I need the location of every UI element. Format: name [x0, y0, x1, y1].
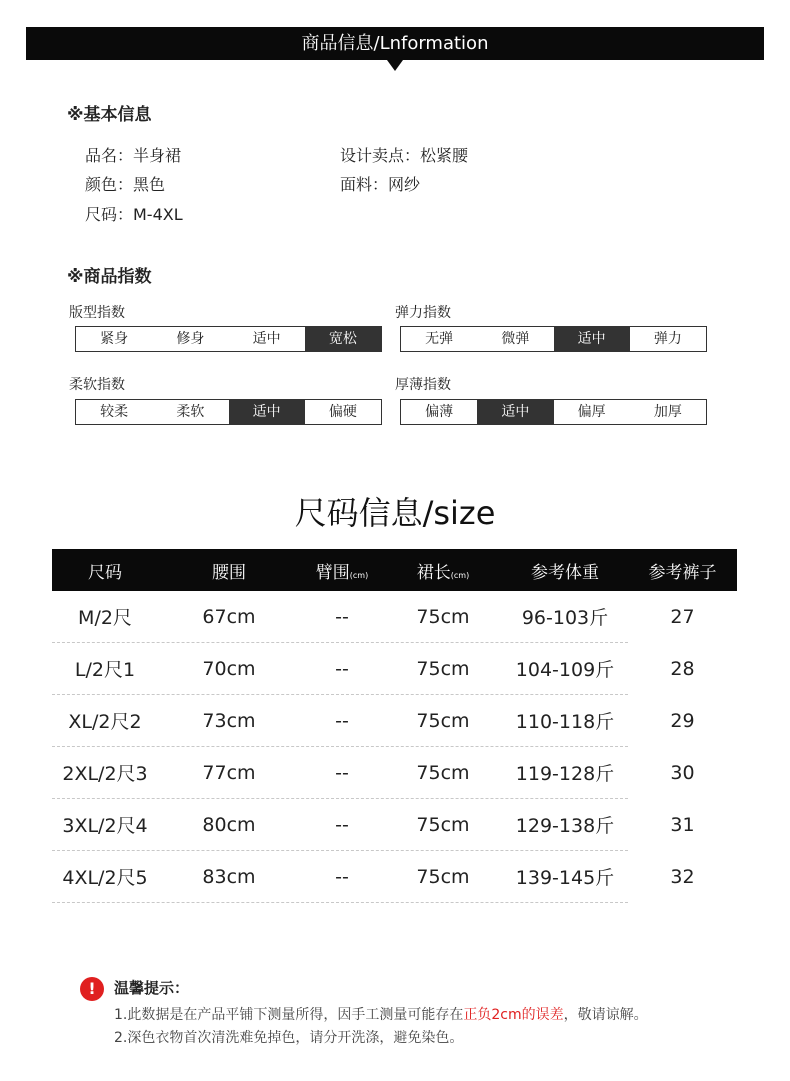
header-length-unit: (cm) — [450, 570, 470, 580]
stretch-index-label: 弹力指数 — [395, 305, 451, 321]
thickness-option: 加厚 — [653, 404, 682, 420]
banner-pointer — [387, 60, 403, 71]
fit-index-label: 版型指数 — [69, 305, 125, 321]
product-color: 颜色：黑色 — [85, 175, 166, 194]
cell-length: 75cm — [416, 657, 470, 680]
cell-size: M/2尺 — [78, 607, 132, 629]
fit-index-scale — [75, 326, 382, 352]
softness-option-selected: 适中 — [229, 400, 305, 424]
cell-waist: 83cm — [202, 865, 256, 888]
table-row — [52, 591, 695, 643]
cell-length: 75cm — [416, 813, 470, 836]
thickness-option: 偏厚 — [577, 404, 606, 420]
stretch-option: 微弹 — [501, 331, 530, 347]
stretch-option: 弹力 — [653, 331, 682, 347]
header-arm-label: 臂围 — [315, 562, 350, 583]
cell-arm: -- — [335, 865, 349, 888]
table-row — [52, 747, 695, 799]
table-row — [52, 695, 695, 747]
cell-weight: 139-145斤 — [515, 867, 615, 889]
size-heading: 尺码信息/size — [294, 494, 496, 532]
cell-weight: 129-138斤 — [515, 815, 615, 837]
softness-option: 偏硬 — [328, 404, 357, 420]
cell-weight: 96-103斤 — [521, 607, 609, 629]
cell-weight: 110-118斤 — [515, 711, 615, 733]
size-table — [52, 549, 737, 903]
softness-index-scale — [75, 399, 382, 425]
softness-index-label: 柔软指数 — [69, 377, 125, 393]
tips-title: 温馨提示： — [114, 979, 190, 997]
tip-line-2: 2.深色衣物首次清洗难免掉色，请分开洗涤，避免染色。 — [114, 1030, 464, 1046]
table-row — [52, 643, 695, 695]
cell-length: 75cm — [416, 709, 470, 732]
basic-info-title: ※基本信息 — [67, 105, 152, 125]
cell-pants: 32 — [670, 865, 695, 888]
cell-waist: 67cm — [202, 605, 256, 628]
fit-option-selected: 宽松 — [305, 327, 381, 351]
tip-line-1-text: 1.此数据是在产品平铺下测量所得，因手工测量可能存在 — [114, 1007, 464, 1023]
header-size: 尺码 — [88, 562, 122, 583]
cell-pants: 31 — [670, 813, 695, 836]
product-name: 品名：半身裙 — [85, 146, 182, 165]
cell-waist: 70cm — [202, 657, 256, 680]
cell-size: 3XL/2尺4 — [62, 815, 148, 837]
index-title: ※商品指数 — [67, 267, 152, 287]
header-arm — [300, 558, 384, 583]
exclamation-icon: ! — [80, 977, 104, 1001]
cell-length: 75cm — [416, 605, 470, 628]
cell-pants: 27 — [670, 605, 695, 628]
stretch-index-scale — [400, 326, 707, 352]
cell-size: 2XL/2尺3 — [62, 763, 148, 785]
cell-waist: 77cm — [202, 761, 256, 784]
header-weight: 参考体重 — [531, 562, 599, 583]
header-length — [384, 558, 502, 583]
cell-size: 4XL/2尺5 — [62, 867, 148, 889]
fit-option: 适中 — [252, 331, 281, 347]
cell-waist: 73cm — [202, 709, 256, 732]
table-row — [52, 851, 695, 903]
fit-option: 紧身 — [100, 331, 129, 347]
fit-option: 修身 — [176, 331, 205, 347]
header-arm-unit: (cm) — [349, 570, 369, 580]
cell-length: 75cm — [416, 865, 470, 888]
cell-size: L/2尺1 — [74, 659, 136, 681]
stretch-option-selected: 适中 — [554, 327, 630, 351]
cell-arm: -- — [335, 761, 349, 784]
cell-arm: -- — [335, 657, 349, 680]
table-header — [52, 549, 737, 591]
cell-pants: 28 — [670, 657, 695, 680]
cell-weight: 104-109斤 — [515, 659, 615, 681]
cell-pants: 30 — [670, 761, 695, 784]
banner-title: 商品信息/Lnformation — [301, 33, 489, 54]
cell-length: 75cm — [416, 761, 470, 784]
header-banner — [26, 27, 764, 60]
thickness-index-label: 厚薄指数 — [395, 377, 451, 393]
cell-arm: -- — [335, 813, 349, 836]
header-waist: 腰围 — [212, 562, 246, 583]
stretch-option: 无弹 — [425, 331, 454, 347]
tip-line-1 — [114, 1004, 648, 1024]
softness-option: 较柔 — [100, 404, 129, 420]
table-body — [52, 591, 737, 903]
cell-arm: -- — [335, 709, 349, 732]
cell-arm: -- — [335, 605, 349, 628]
tip-line-1-highlight: 正负2cm的误差 — [463, 1007, 564, 1023]
cell-pants: 29 — [670, 709, 695, 732]
tip-line-1-end: ，敬请谅解。 — [563, 1007, 648, 1023]
cell-size: XL/2尺2 — [68, 711, 142, 733]
cell-weight: 119-128斤 — [515, 763, 615, 785]
table-row — [52, 799, 695, 851]
product-size: 尺码：M-4XL — [85, 205, 183, 224]
thickness-index-scale — [400, 399, 707, 425]
design-feature: 设计卖点：松紧腰 — [340, 146, 469, 165]
thickness-option-selected: 适中 — [477, 400, 553, 424]
softness-option: 柔软 — [176, 404, 205, 420]
cell-waist: 80cm — [202, 813, 256, 836]
header-length-label: 裙长 — [416, 562, 451, 583]
header-pants: 参考裤子 — [648, 562, 717, 583]
fabric: 面料：网纱 — [340, 175, 421, 194]
thickness-option: 偏薄 — [425, 404, 454, 420]
